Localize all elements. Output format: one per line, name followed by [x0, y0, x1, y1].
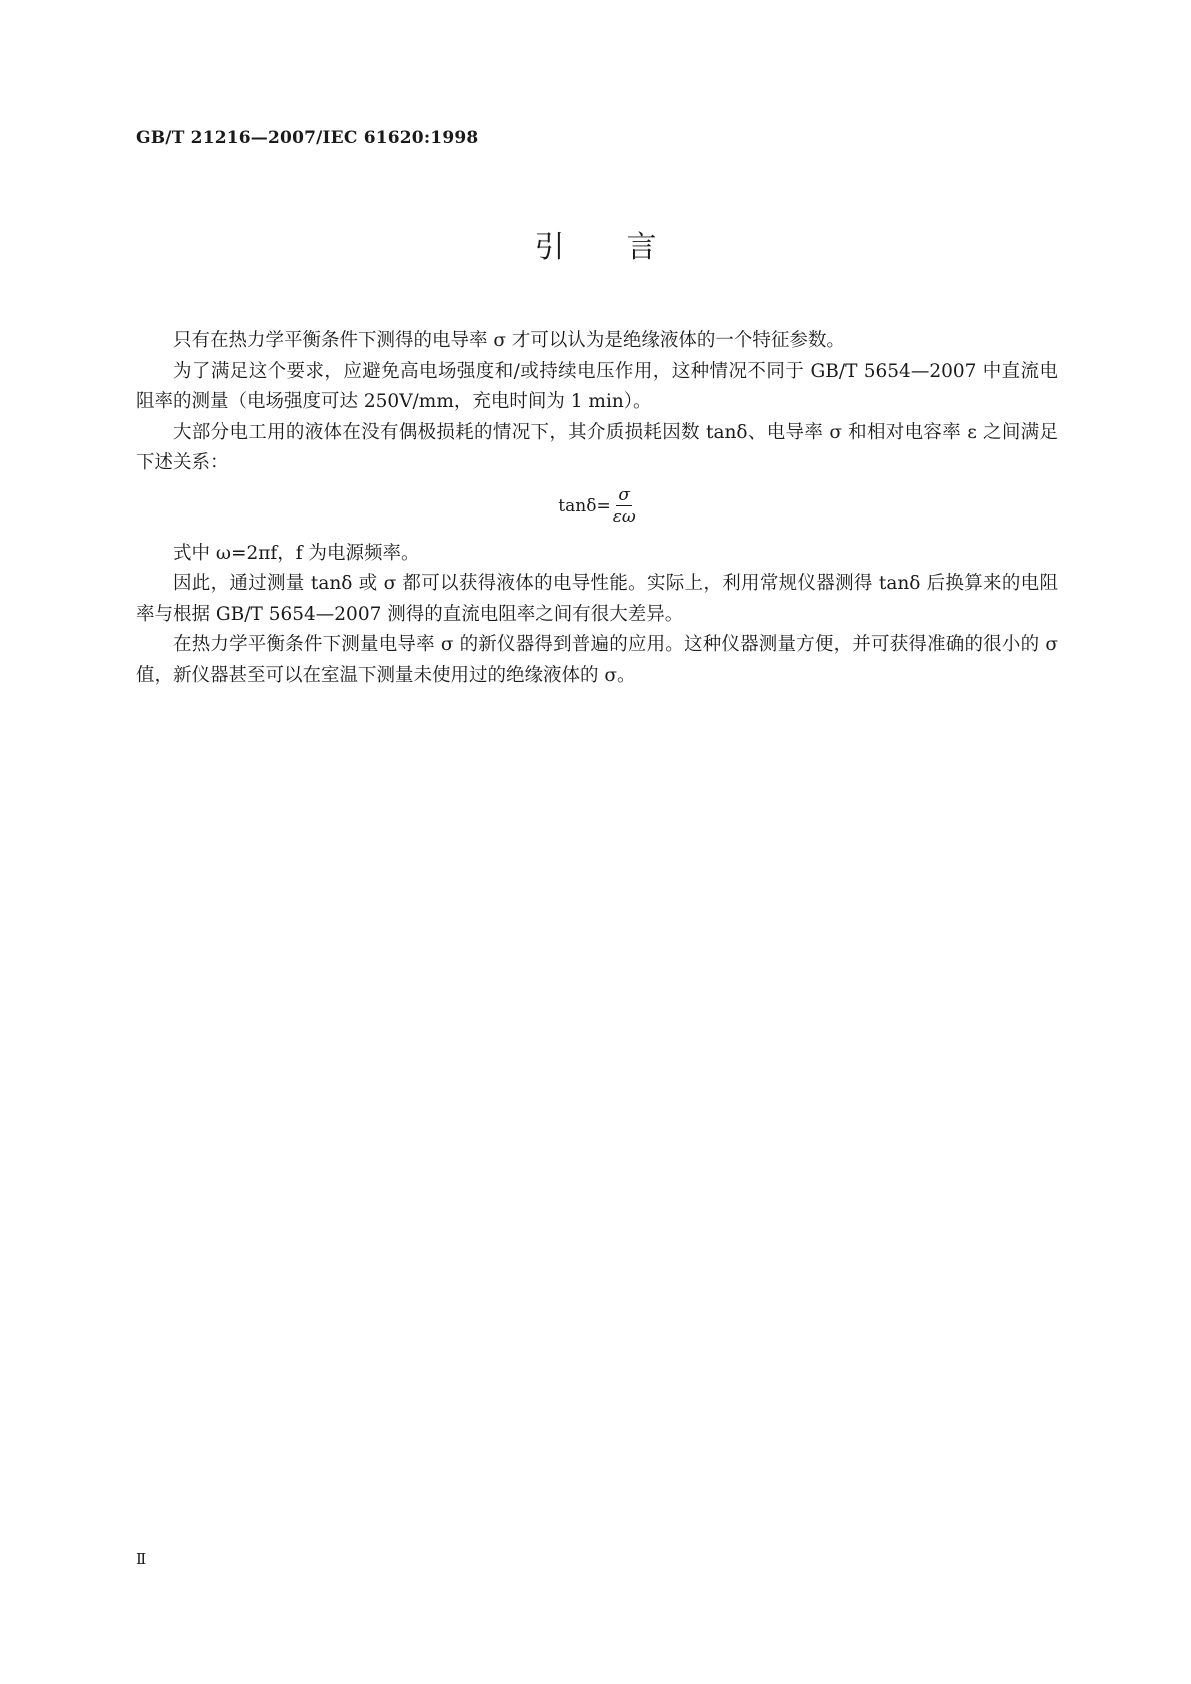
paragraph: 式中 ω=2πf，f 为电源频率。 [173, 542, 420, 564]
formula-fraction [613, 485, 636, 528]
paragraph: 因此，通过测量 tanδ 或 σ 都可以获得液体的电导性能。实际上，利用常规仪器测得 tanδ 后换算来的电阻率与根据 GB/T 5654—2007 测得的直流电阻率之间有很大差异。 [136, 573, 1058, 625]
document-header [136, 128, 478, 148]
body-content [136, 326, 1058, 691]
standard-code: GB/T 21216—2007/IEC 61620:1998 [136, 128, 479, 148]
page-number: Ⅱ [136, 1550, 147, 1568]
paragraph: 在热力学平衡条件下测量电导率 σ 的新仪器得到普遍的应用。这种仪器测量方便，并可获得准确的很小的 σ 值，新仪器甚至可以在室温下测量未使用过的绝缘液体的 σ。 [136, 634, 1058, 686]
paragraph: 只有在热力学平衡条件下测得的电导率 σ 才可以认为是绝缘液体的一个特征参数。 [173, 330, 845, 351]
formula [136, 485, 1058, 539]
section-title: 引言 [534, 230, 719, 265]
formula-numerator: σ [618, 484, 630, 505]
formula-denominator: εω [612, 506, 636, 527]
paragraph: 大部分电工用的液体在没有偶极损耗的情况下，其介质损耗因数 tanδ、电导率 σ 和相对电容率 ε 之间满足下述关系： [136, 421, 1058, 473]
formula-lhs: tanδ= [558, 495, 611, 516]
paragraph: 为了满足这个要求，应避免高电场强度和/或持续电压作用，这种情况不同于 GB/T 5654—2007 中直流电阻率的测量（电场强度可达 250V/mm，充电时间为 1 min）。 [136, 360, 1058, 412]
formula-expression [558, 485, 635, 528]
